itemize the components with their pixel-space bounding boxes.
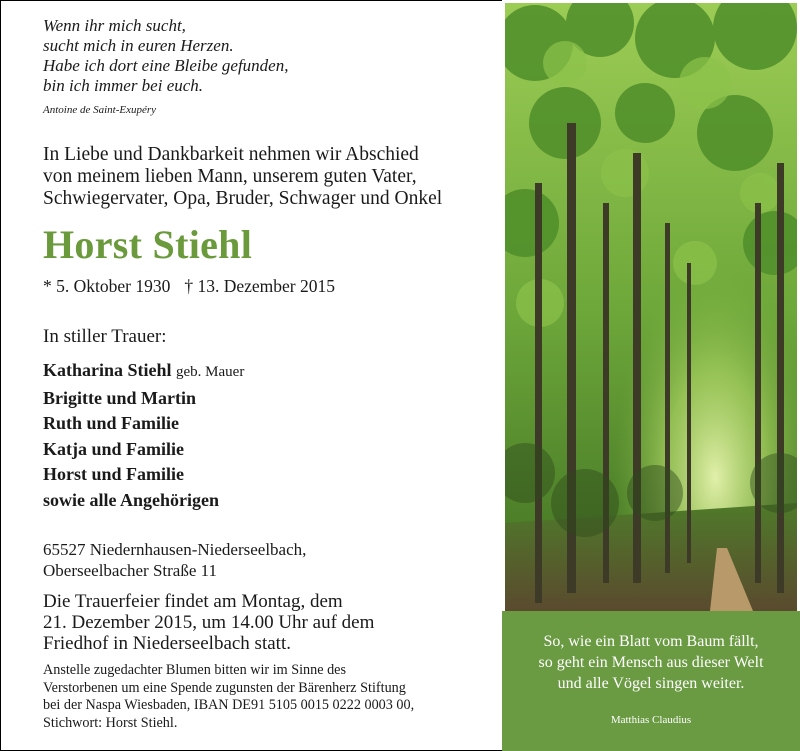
mourner-name: sowie alle Angehörigen	[43, 489, 219, 510]
mourner	[43, 411, 244, 437]
mourner-name: Ruth und Familie	[43, 413, 180, 433]
death-date: † 13. Dezember 2015	[184, 276, 336, 296]
mourner	[43, 386, 244, 412]
image-column	[502, 0, 800, 751]
quote-author: Matthias Claudius	[610, 714, 692, 726]
donation-line: Stichwort: Horst Stiehl.	[43, 714, 178, 731]
ceremony-info	[43, 591, 374, 654]
mourning-label: In stiller Trauer:	[43, 326, 167, 347]
intro-text	[43, 144, 498, 210]
mourner-name: Katharina Stiehl	[43, 360, 172, 380]
poem-line: bin ich immer bei euch.	[43, 76, 204, 95]
donation-line: Verstorbenen um eine Spende zugunsten der Bärenherz Stiftung	[43, 679, 406, 696]
quote-line: und alle Vögel singen weiter.	[557, 675, 745, 692]
address	[43, 539, 306, 581]
mourner-name: Horst und Familie	[43, 464, 185, 484]
donation-line: bei der Naspa Wiesbaden, IBAN DE91 5105 0015 0222 0003 00,	[43, 697, 415, 713]
intro-line: von meinem lieben Mann, unserem guten Vater,	[43, 166, 417, 187]
forest-path-photo	[505, 3, 797, 611]
mourners-list	[43, 358, 244, 513]
poem-line: Wenn ihr mich sucht,	[43, 16, 186, 35]
poem-author: Antoine de Saint-Exupéry	[43, 104, 157, 116]
life-dates	[43, 276, 335, 297]
mourner-name: Brigitte und Martin	[43, 387, 196, 408]
mourner	[43, 358, 244, 386]
address-line: Oberseelbacher Straße 11	[43, 561, 218, 580]
mourner-name: Katja und Familie	[43, 438, 185, 459]
mourner	[43, 462, 244, 488]
quote-line: so geht ein Mensch aus dieser Welt	[538, 654, 764, 671]
poem	[43, 16, 288, 96]
ceremony-line: Friedhof in Niederseelbach statt.	[43, 633, 291, 654]
intro-line: Schwiegervater, Opa, Bruder, Schwager und Onkel	[43, 188, 443, 209]
address-line: 65527 Niedernhausen-Niederseelbach,	[43, 540, 307, 559]
birth-date: * 5. Oktober 1930	[43, 276, 171, 296]
mourner	[43, 488, 244, 514]
mourner-note: geb. Mauer	[176, 364, 245, 380]
donation-line: Anstelle zugedachter Blumen bitten wir im Sinne des	[43, 662, 346, 678]
poem-line: Habe ich dort eine Bleibe gefunden,	[43, 56, 289, 75]
ceremony-line: 21. Dezember 2015, um 14.00 Uhr auf dem	[43, 612, 375, 633]
deceased-name: Horst Stiehl	[43, 222, 253, 267]
intro-line: In Liebe und Dankbarkeit nehmen wir Abschied	[43, 144, 419, 165]
ceremony-line: Die Trauerfeier findet am Montag, dem	[43, 591, 343, 612]
quote	[502, 631, 800, 694]
quote-line: So, wie ein Blatt vom Baum fällt,	[543, 633, 759, 650]
poem-line: sucht mich in euren Herzen.	[43, 36, 234, 55]
quote-box	[502, 611, 800, 751]
donation-note	[43, 662, 414, 732]
mourner	[43, 437, 244, 463]
